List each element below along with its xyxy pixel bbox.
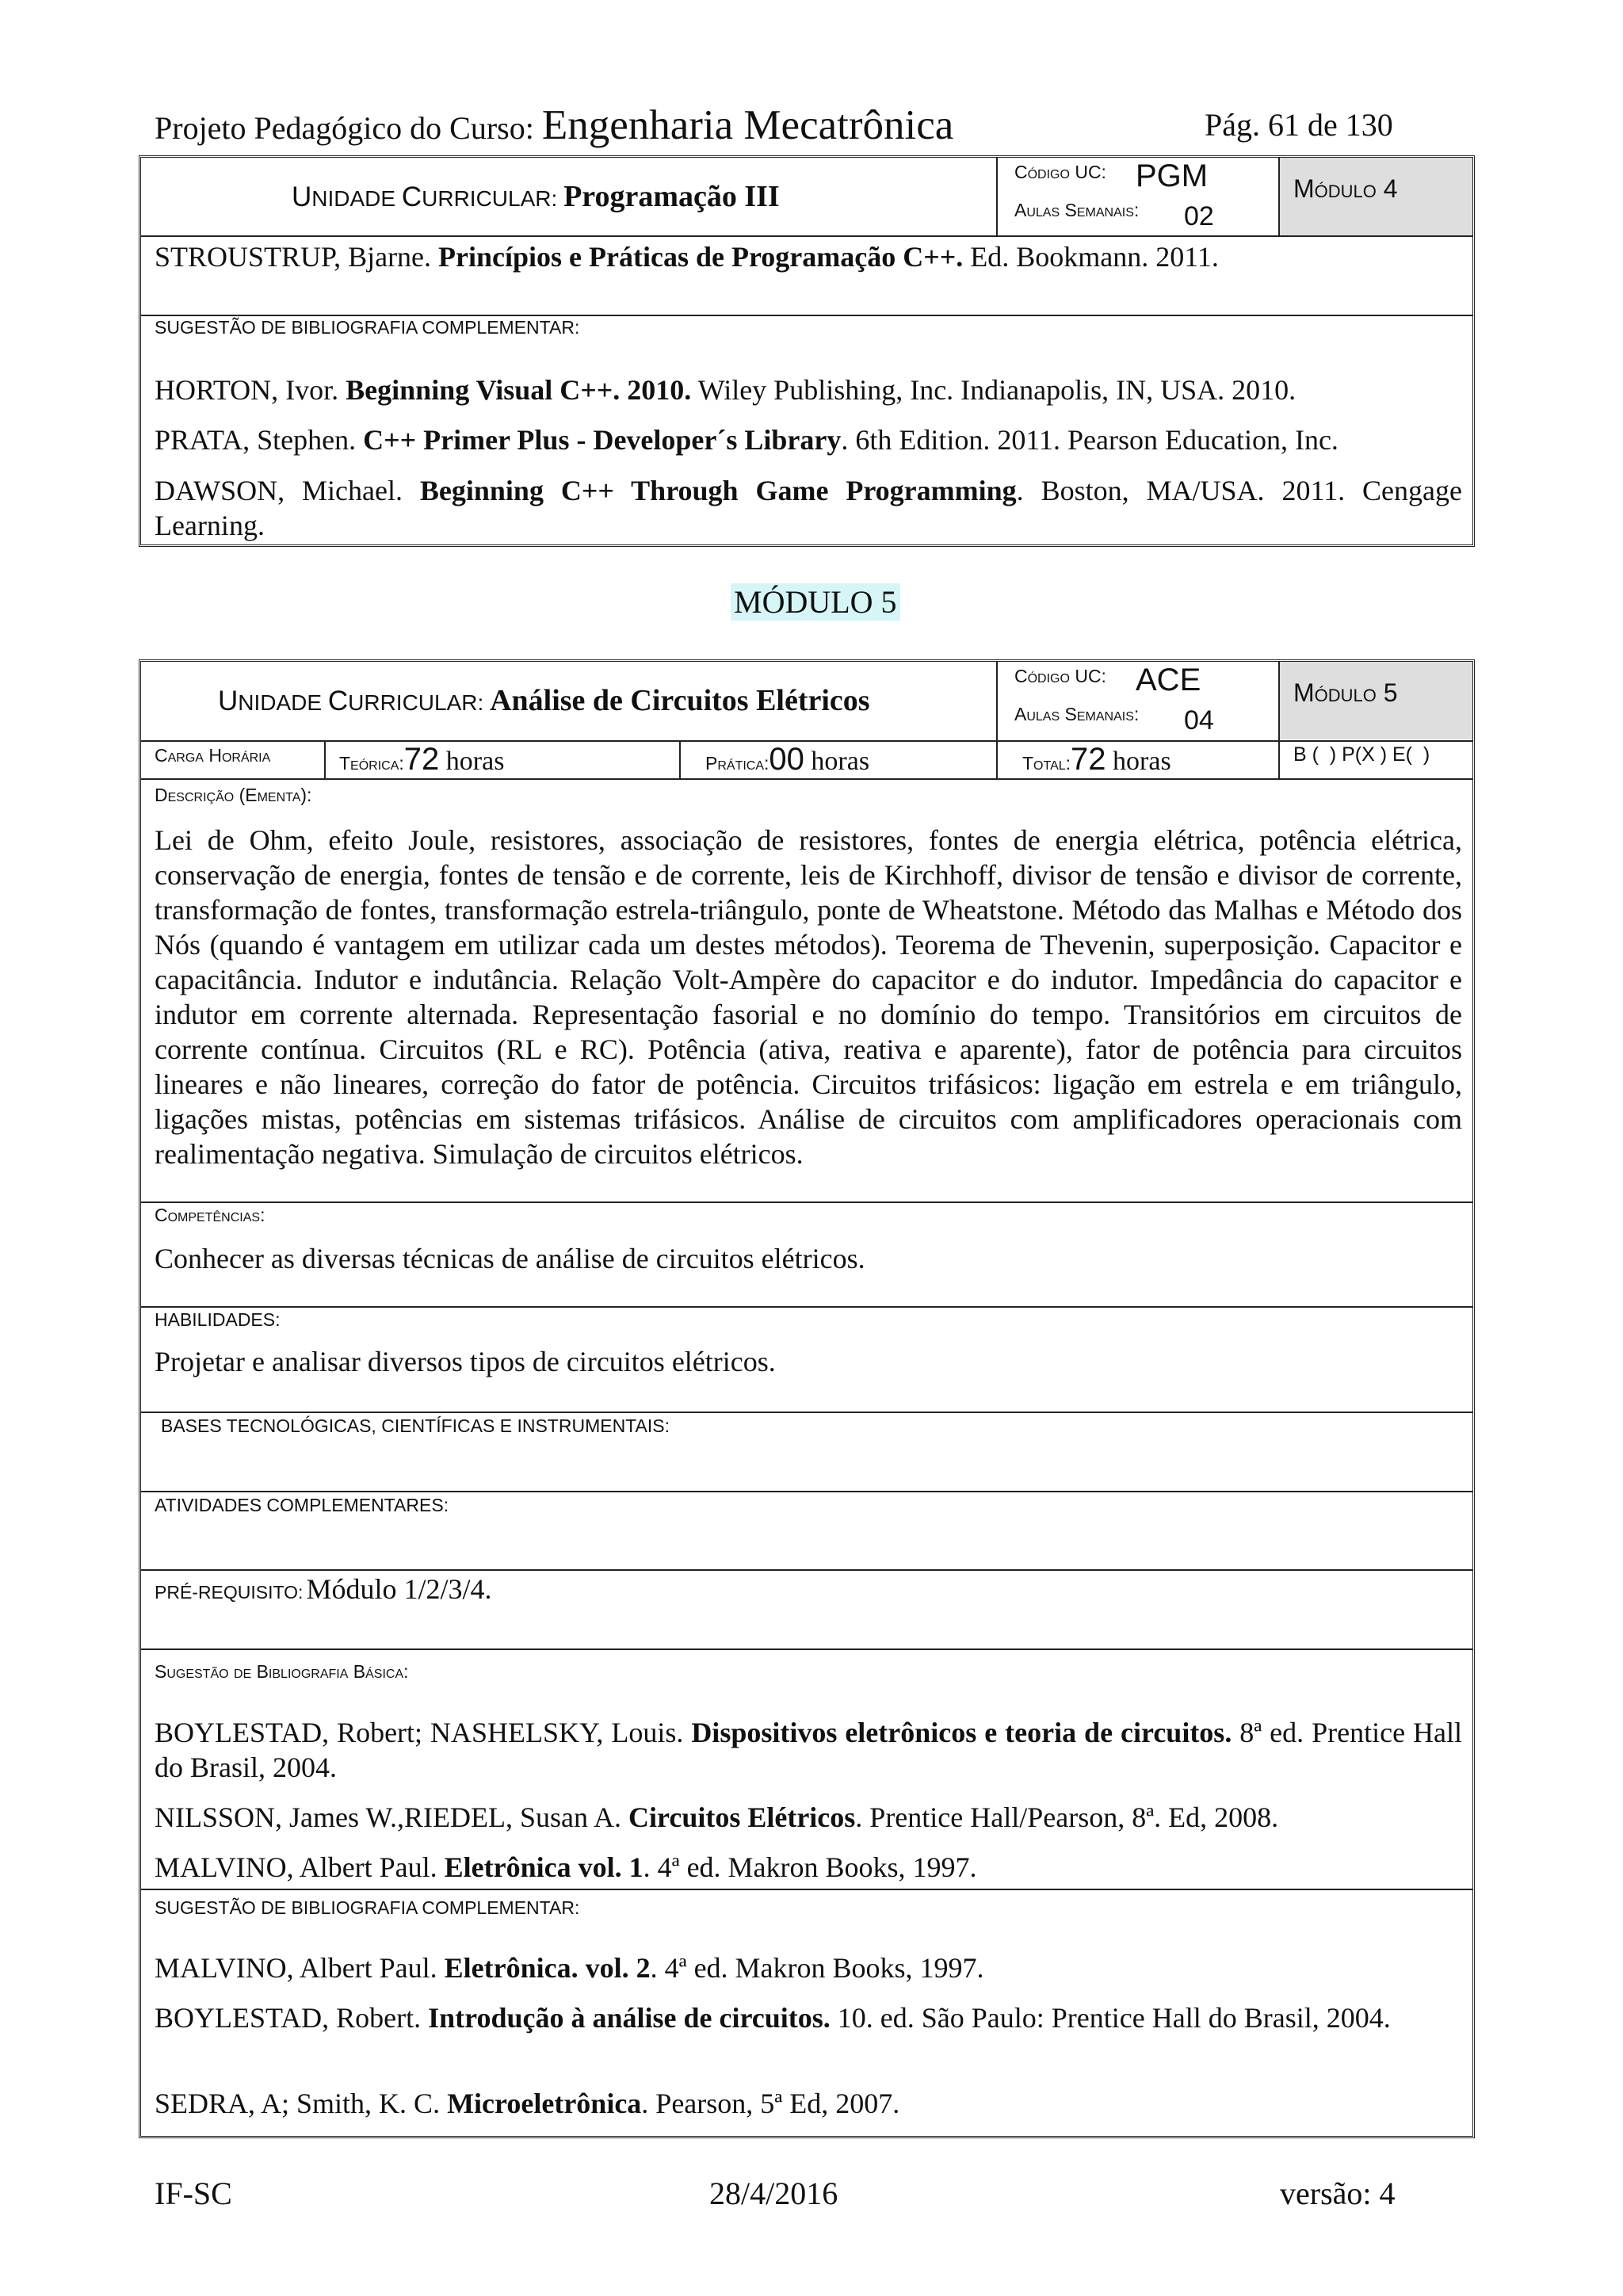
uc1-code-label: Código UC: xyxy=(1014,162,1106,182)
uc2-teorica-unit: horas xyxy=(439,747,505,776)
uc2-aulas-label: Aulas Semanais: xyxy=(1014,704,1140,724)
uc1-divider-1 xyxy=(996,157,998,236)
uc1-bib-comp-item-2: PRATA, Stephen. C++ Primer Plus - Developer´s Library. 6th Edition. 2011. Pearson Education, Inc. xyxy=(155,424,1338,456)
uc2-pratica-value: 00 xyxy=(769,742,804,777)
uc2-ch-div-1 xyxy=(324,740,326,778)
uc1-title-urricular: URRICULAR: xyxy=(422,186,564,211)
uc2-competencias-label: Competências: xyxy=(155,1205,265,1225)
uc2-pratica-label: Prática: xyxy=(705,753,769,774)
header-page-number: Pág. 61 de 130 xyxy=(1205,107,1393,143)
uc2-div-code xyxy=(996,661,998,740)
uc2-atividades-label: ATIVIDADES COMPLEMENTARES: xyxy=(155,1495,449,1515)
uc1-bib-comp-item-1: HORTON, Ivor. Beginning Visual C++. 2010. Wiley Publishing, Inc. Indianapolis, IN, USA. 2010. xyxy=(155,374,1296,406)
uc1-title-nidade: NIDADE xyxy=(311,186,402,211)
uc2-descricao-label: Descrição (Ementa): xyxy=(155,785,312,805)
uc2-bib-comp-item-3: SEDRA, A; Smith, K. C. Microeletrônica. Pearson, 5ª Ed, 2007. xyxy=(155,2088,900,2119)
uc2-bib-comp-item-1: MALVINO, Albert Paul. Eletrônica. vol. 2. 4ª ed. Makron Books, 1997. xyxy=(155,1952,984,1984)
uc1-row-divider xyxy=(140,315,1473,316)
header-prefix: Projeto Pedagógico do Curso: xyxy=(155,110,542,146)
footer-left: IF-SC xyxy=(155,2176,232,2211)
uc2-code-value: ACE xyxy=(1136,663,1201,697)
uc1-code-value: PGM xyxy=(1136,159,1209,193)
uc2-bib-basic-bottom xyxy=(140,1889,1473,1890)
module-heading: MÓDULO 5 xyxy=(731,583,900,621)
uc2-bib-comp-item-2: BOYLESTAD, Robert. Introdução à análise de circuitos. 10. ed. São Paulo: Prentice Hall do Brasil, 2004. xyxy=(155,2002,1391,2034)
uc2-bib-basic-item-3: MALVINO, Albert Paul. Eletrônica vol. 1. 4ª ed. Makron Books, 1997. xyxy=(155,1851,977,1883)
uc2-ch-bottom xyxy=(140,778,1473,780)
uc1-title-u: U xyxy=(292,181,312,212)
uc2-code-label: Código UC: xyxy=(1014,666,1106,686)
uc2-teorica-label: Teórica: xyxy=(339,753,404,774)
uc2-teorica xyxy=(339,742,504,777)
uc2-bib-comp-label: SUGESTÃO DE BIBLIOGRAFIA COMPLEMENTAR: xyxy=(155,1897,580,1918)
uc2-competencias: Conhecer as diversas técnicas de análise de circuitos elétricos. xyxy=(155,1243,865,1274)
uc1-title-c: C xyxy=(401,181,422,212)
uc2-prereq-label: PRÉ-REQUISITO: xyxy=(155,1582,304,1603)
uc2-ch-div-3 xyxy=(996,740,998,778)
uc2-bases-label: BASES TECNOLÓGICAS, CIENTÍFICAS E INSTRUMENTAIS: xyxy=(161,1415,670,1436)
uc1-bib-basic-author: STROUSTRUP, Bjarne. xyxy=(155,241,439,273)
uc2-ch-div-2 xyxy=(679,740,681,778)
uc2-type: B ( ) P(X ) E( ) xyxy=(1293,743,1430,766)
header-course: Engenharia Mecatrônica xyxy=(541,102,954,148)
uc1-bib-basic-item xyxy=(155,239,1462,274)
uc2-ativ-bottom xyxy=(140,1569,1473,1571)
uc2-bases-bottom xyxy=(140,1491,1473,1492)
footer-right: versão: 4 xyxy=(1280,2176,1396,2211)
uc2-pratica xyxy=(705,742,869,777)
uc1-aulas-value: 02 xyxy=(1184,201,1214,231)
footer-center: 28/4/2016 xyxy=(709,2176,838,2211)
uc2-total-label: Total: xyxy=(1022,753,1071,774)
uc2-bib-basic-label: Sugestão de Bibliografia Básica: xyxy=(155,1661,409,1682)
uc2-prereq-bottom xyxy=(140,1648,1473,1650)
uc2-prereq-value: Módulo 1/2/3/4. xyxy=(306,1573,492,1605)
uc2-hab-bottom xyxy=(140,1412,1473,1413)
uc1-title-name: Programação III xyxy=(563,180,780,213)
uc2-desc-bottom xyxy=(140,1201,1473,1203)
uc2-bib-basic-item-2: NILSSON, James W.,RIEDEL, Susan A. Circuitos Elétricos. Prentice Hall/Pearson, 8ª. Ed, 2008. xyxy=(155,1801,1279,1833)
uc2-teorica-value: 72 xyxy=(403,742,440,777)
uc2-carga-label: Carga Horária xyxy=(155,745,271,766)
uc2-habilidades-label: HABILIDADES: xyxy=(155,1309,281,1330)
uc1-aulas-label: Aulas Semanais: xyxy=(1014,200,1140,220)
uc1-bib-basic-rest: Ed. Bookmann. 2011. xyxy=(963,241,1219,273)
uc2-ch-div-4 xyxy=(1278,740,1280,778)
uc2-descricao: Lei de Ohm, efeito Joule, resistores, associação de resistores, fontes de energia elétrica, potência elétrica, conservação de energia, fontes de tensão e de corrente, leis de Kirchhoff, divisor de tensão e divisor de corrente, transformação de fontes, transformação estrela-triângulo, ponte de Wheatstone. Método das Malhas e Método dos Nós (quando é vantagem em utilizar cada um destes métodos). Teorema de Thevenin, superposição. Capacitor e capacitância. Indutor e indutância. Relação Volt-Ampère do capacitor e do indutor. Impedância do capacitor e indutor em corrente alternada. Representação fasorial e no domínio do tempo. Transitórios em circuitos de corrente contínua. Circuitos (RL e RC). Potência (ativa, reativa e aparente), fator de potência para circuitos lineares e não lineares, correção do fator de potência. Circuitos trifásicos: ligação em estrela e em triângulo, ligações mistas, potências em sistemas trifásicos. Análise de circuitos com amplificadores operacionais com realimentação negativa. Simulação de circuitos elétricos. xyxy=(155,824,1462,1170)
uc2-prereq xyxy=(155,1572,491,1606)
uc2-modulo: Módulo 5 xyxy=(1293,678,1398,707)
uc2-total-value: 72 xyxy=(1071,742,1106,777)
uc2-bib-basic-item-1: BOYLESTAD, Robert; NASHELSKY, Louis. Dispositivos eletrônicos e teoria de circuitos. 8ª ed. Prentice Hall do Brasil, 2004. xyxy=(155,1717,1462,1783)
uc1-header-bottom xyxy=(140,235,1473,237)
uc1-bib-basic-title: Princípios e Práticas de Programação C++. xyxy=(438,241,964,273)
uc2-pratica-unit: horas xyxy=(804,747,870,776)
uc2-title: UNIDADE CURRICULAR: Análise de Circuitos Elétricos xyxy=(218,684,870,717)
uc2-total-unit: horas xyxy=(1106,747,1171,776)
uc2-title-name: Análise de Circuitos Elétricos xyxy=(490,684,870,717)
uc2-total xyxy=(1022,742,1171,777)
uc1-bib-comp-item-3: DAWSON, Michael. Beginning C++ Through Game Programming. Boston, MA/USA. 2011. Cengage Learning. xyxy=(155,475,1462,541)
uc2-comp-bottom xyxy=(140,1306,1473,1308)
uc1-modulo: Módulo 4 xyxy=(1293,174,1398,203)
uc1-title xyxy=(292,179,780,214)
uc2-habilidades: Projetar e analisar diversos tipos de circuitos elétricos. xyxy=(155,1346,776,1377)
uc2-aulas-value: 04 xyxy=(1184,705,1214,735)
uc1-bib-comp-label: SUGESTÃO DE BIBLIOGRAFIA COMPLEMENTAR: xyxy=(155,317,580,338)
